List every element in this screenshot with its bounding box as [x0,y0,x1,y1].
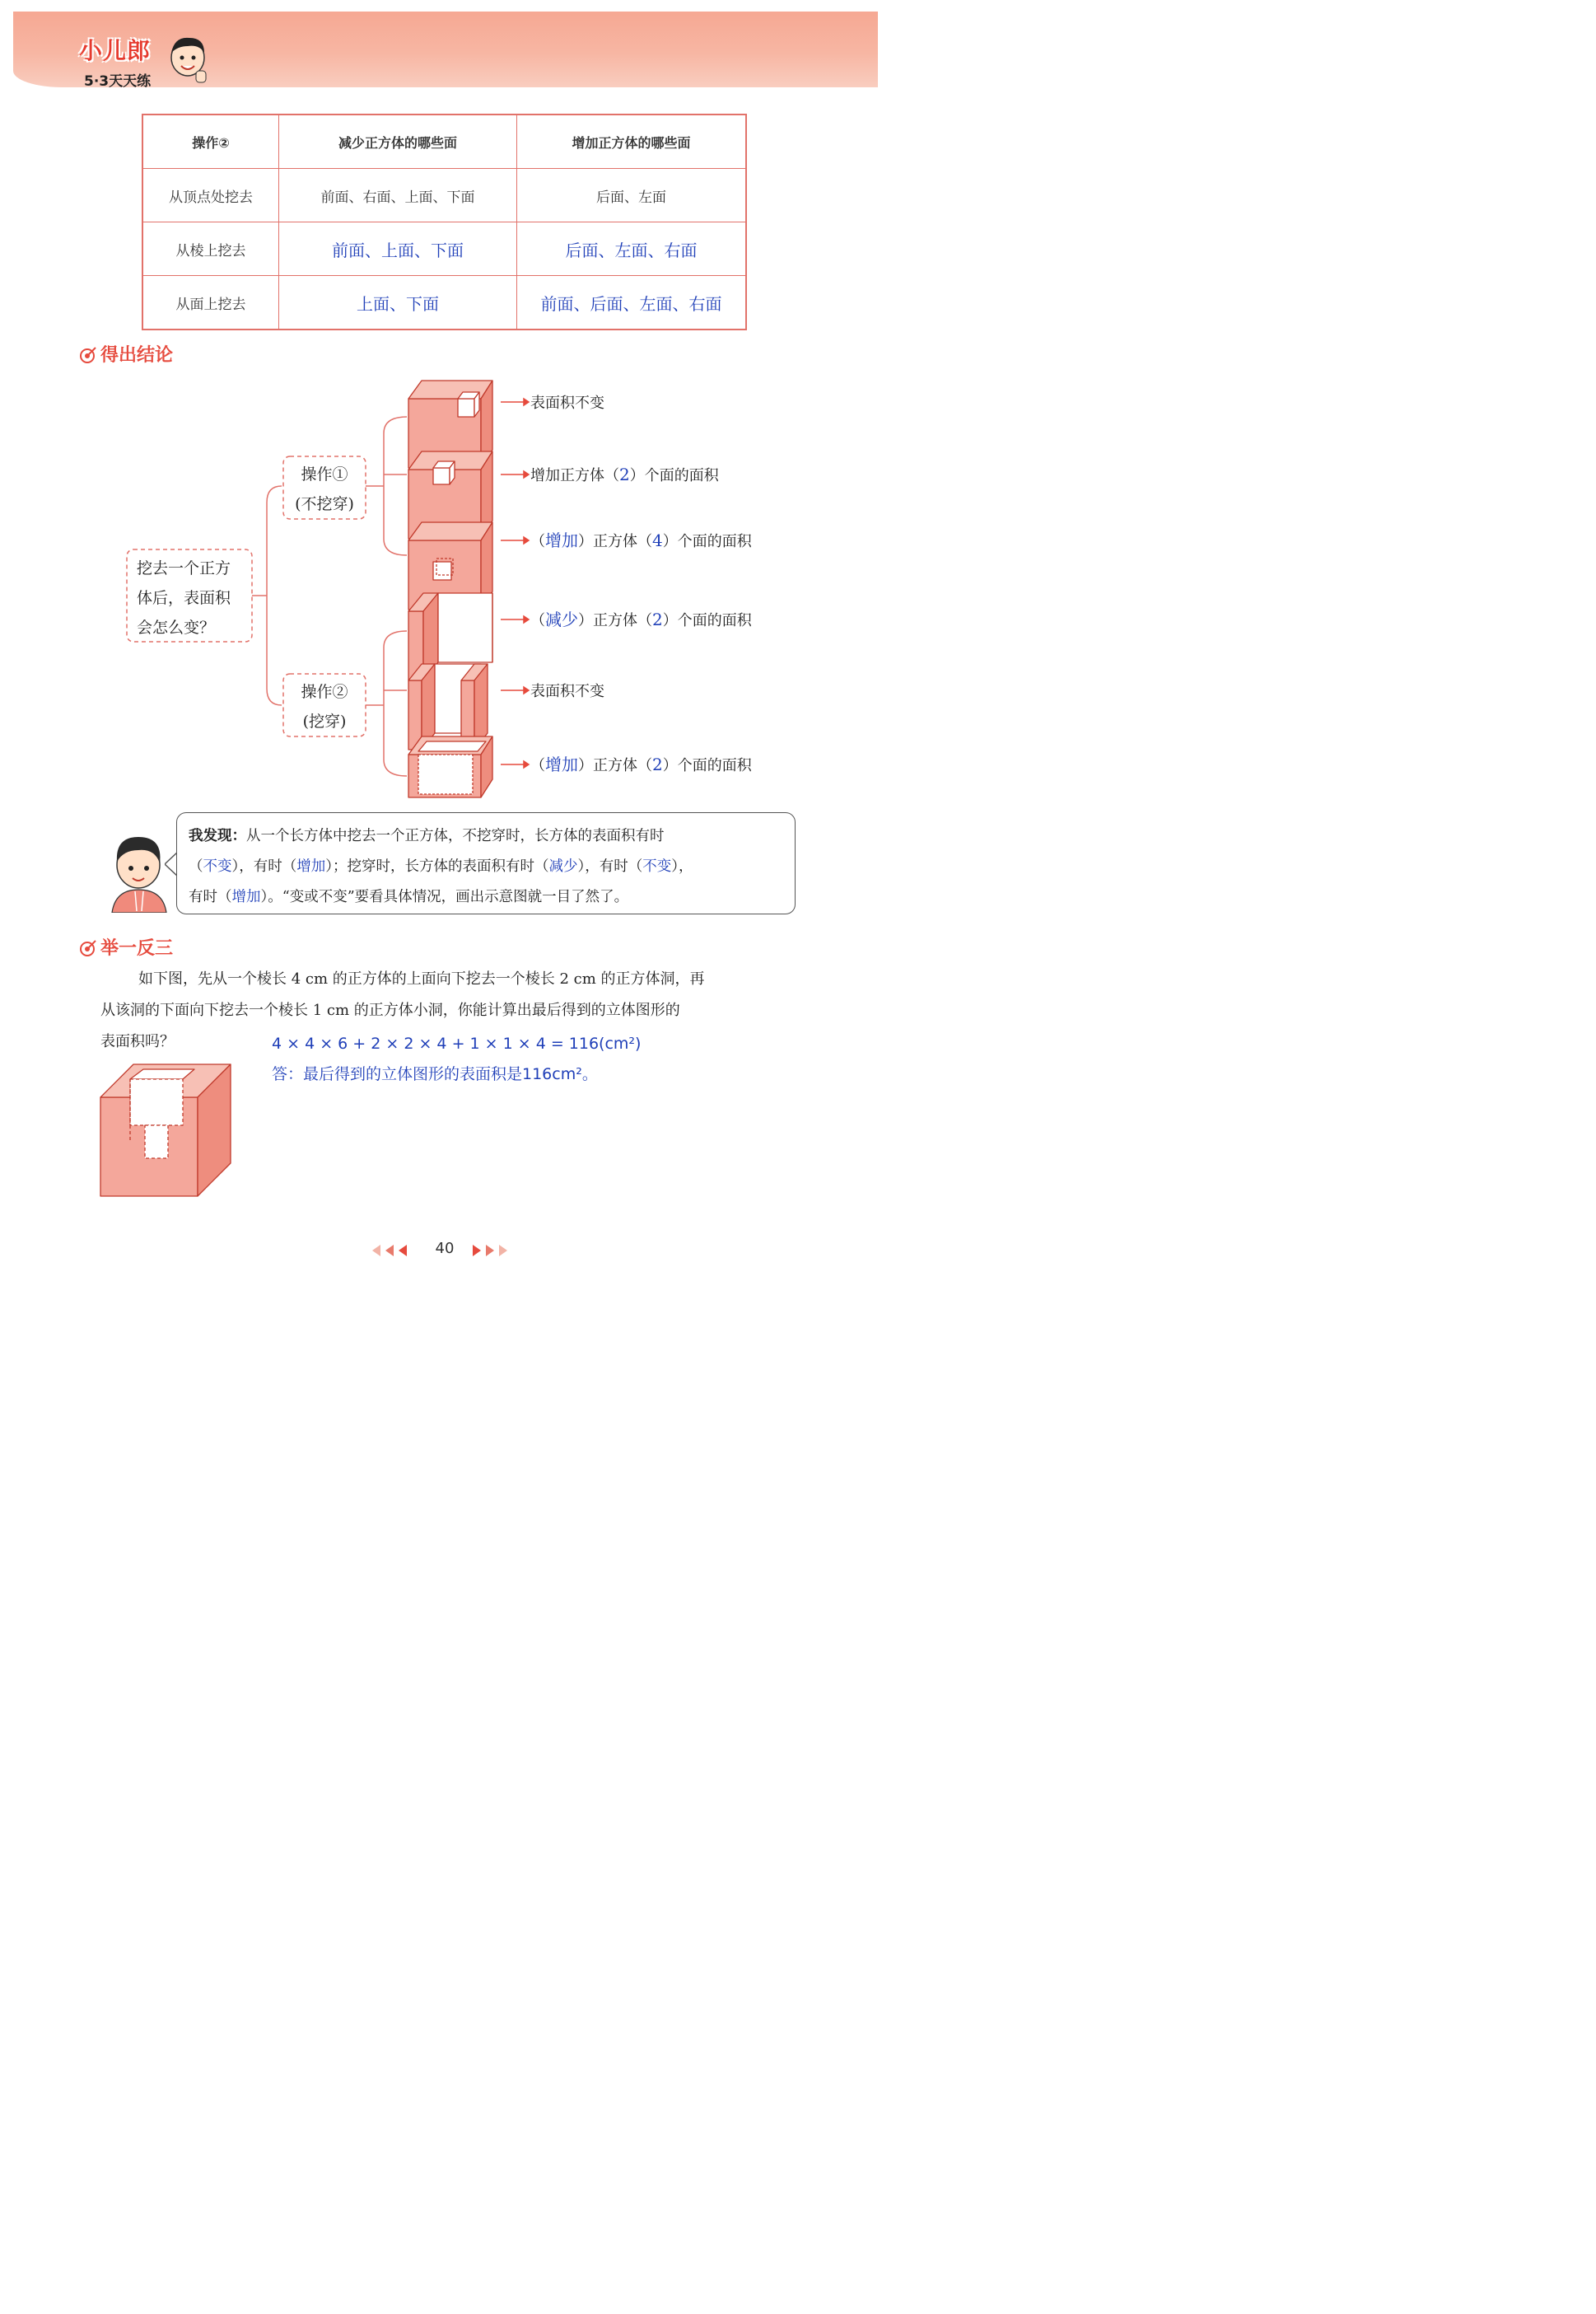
practice-cube-figure [97,1061,237,1201]
table-cell-increase: 后面、左面、右面 [517,222,747,276]
root-line: 挖去一个正方 [137,559,231,577]
table-cell-reduce: 上面、下面 [279,276,517,330]
table-header: 增加正方体的哪些面 [517,115,747,169]
conclusion-diagram [0,371,889,807]
table-cell-reduce: 前面、上面、下面 [279,222,517,276]
discovery-line [189,821,783,852]
discovery-text: 从一个长方体中挖去一个正方体，不挖穿时，长方体的表面积有时 [246,828,665,844]
section-title-conclusion: 得出结论 [100,345,174,366]
discovery-line [189,882,783,913]
target-icon [79,346,97,364]
op1-label: 操作① [301,465,348,484]
answer-blank: 减少 [548,858,578,875]
discovery-note [176,812,796,914]
result-text: 表面积不变 [530,683,604,700]
op2-note: (挖穿) [302,713,347,731]
page-number: 40 [435,1240,455,1257]
problem-line: 表面积吗？ [100,1033,175,1050]
answer-blank: 不变 [642,858,672,875]
op2-label: 操作② [301,683,348,701]
discovery-text: ）， [671,858,693,875]
table-cell-increase: 后面、左面 [517,169,747,222]
discovery-label: 我发现： [189,828,246,844]
op1-note: (不挖穿) [295,495,354,513]
answer-blank: 增加 [296,858,326,875]
root-line: 会怎么变？ [137,619,216,637]
table-row [142,169,746,222]
table-row [142,222,746,276]
discovery-text: （ [189,858,203,875]
result-text: （增加）正方体（2）个面的面积 [530,755,752,774]
section-title-practice: 举一反三 [100,938,174,959]
operation-table [142,114,747,330]
table-header-row [142,115,746,169]
discovery-text: ）。“变或不变”要看具体情况，画出示意图就一目了然了。 [260,889,629,905]
cube-through-face [408,736,492,797]
table-cell-op: 从顶点处挖去 [142,169,279,222]
problem-line: 从该洞的下面向下挖去一个棱长 1 cm 的正方体小洞，你能计算出最后得到的立体图形的 [100,1002,680,1019]
table-cell-op: 从棱上挖去 [142,222,279,276]
discovery-text: ）；挖穿时，长方体的表面积有时（ [325,858,549,875]
table-cell-increase: 前面、后面、左面、右面 [517,276,747,330]
root-line: 体后，表面积 [137,589,231,607]
discovery-text: 有时（ [189,889,232,905]
table-header: 减少正方体的哪些面 [279,115,517,169]
problem-line: 如下图，先从一个棱长 4 cm 的正方体的上面向下挖去一个棱长 2 cm 的正方体洞，再 [138,970,705,988]
brand-logo: 小儿郎 [79,37,152,64]
table-row [142,276,746,330]
next-arrows-icon [473,1245,514,1256]
table-cell-reduce: 前面、右面、上面、下面 [279,169,517,222]
discovery-text: ），有时（ [231,858,297,875]
answer-blank: 增加 [231,889,261,905]
result-text: （减少）正方体（2）个面的面积 [530,610,752,629]
brand-subtitle: 5·3天天练 [84,73,152,90]
result-text: （增加）正方体（4）个面的面积 [530,531,752,550]
solution-answer: 答：最后得到的立体图形的表面积是116cm²。 [272,1065,598,1083]
discovery-text: ），有时（ [577,858,643,875]
result-text: 增加正方体（2）个面的面积 [530,465,719,484]
table-cell-op: 从面上挖去 [142,276,279,330]
target-icon [79,939,97,957]
result-text: 表面积不变 [530,395,604,412]
table-header: 操作② [142,115,279,169]
discovery-line [189,852,783,882]
answer-blank: 不变 [203,858,232,875]
mascot-boy-icon [163,33,212,91]
solution-formula: 4 × 4 × 6 + 2 × 2 × 4 + 1 × 1 × 4 = 116(cm²) [272,1035,642,1053]
